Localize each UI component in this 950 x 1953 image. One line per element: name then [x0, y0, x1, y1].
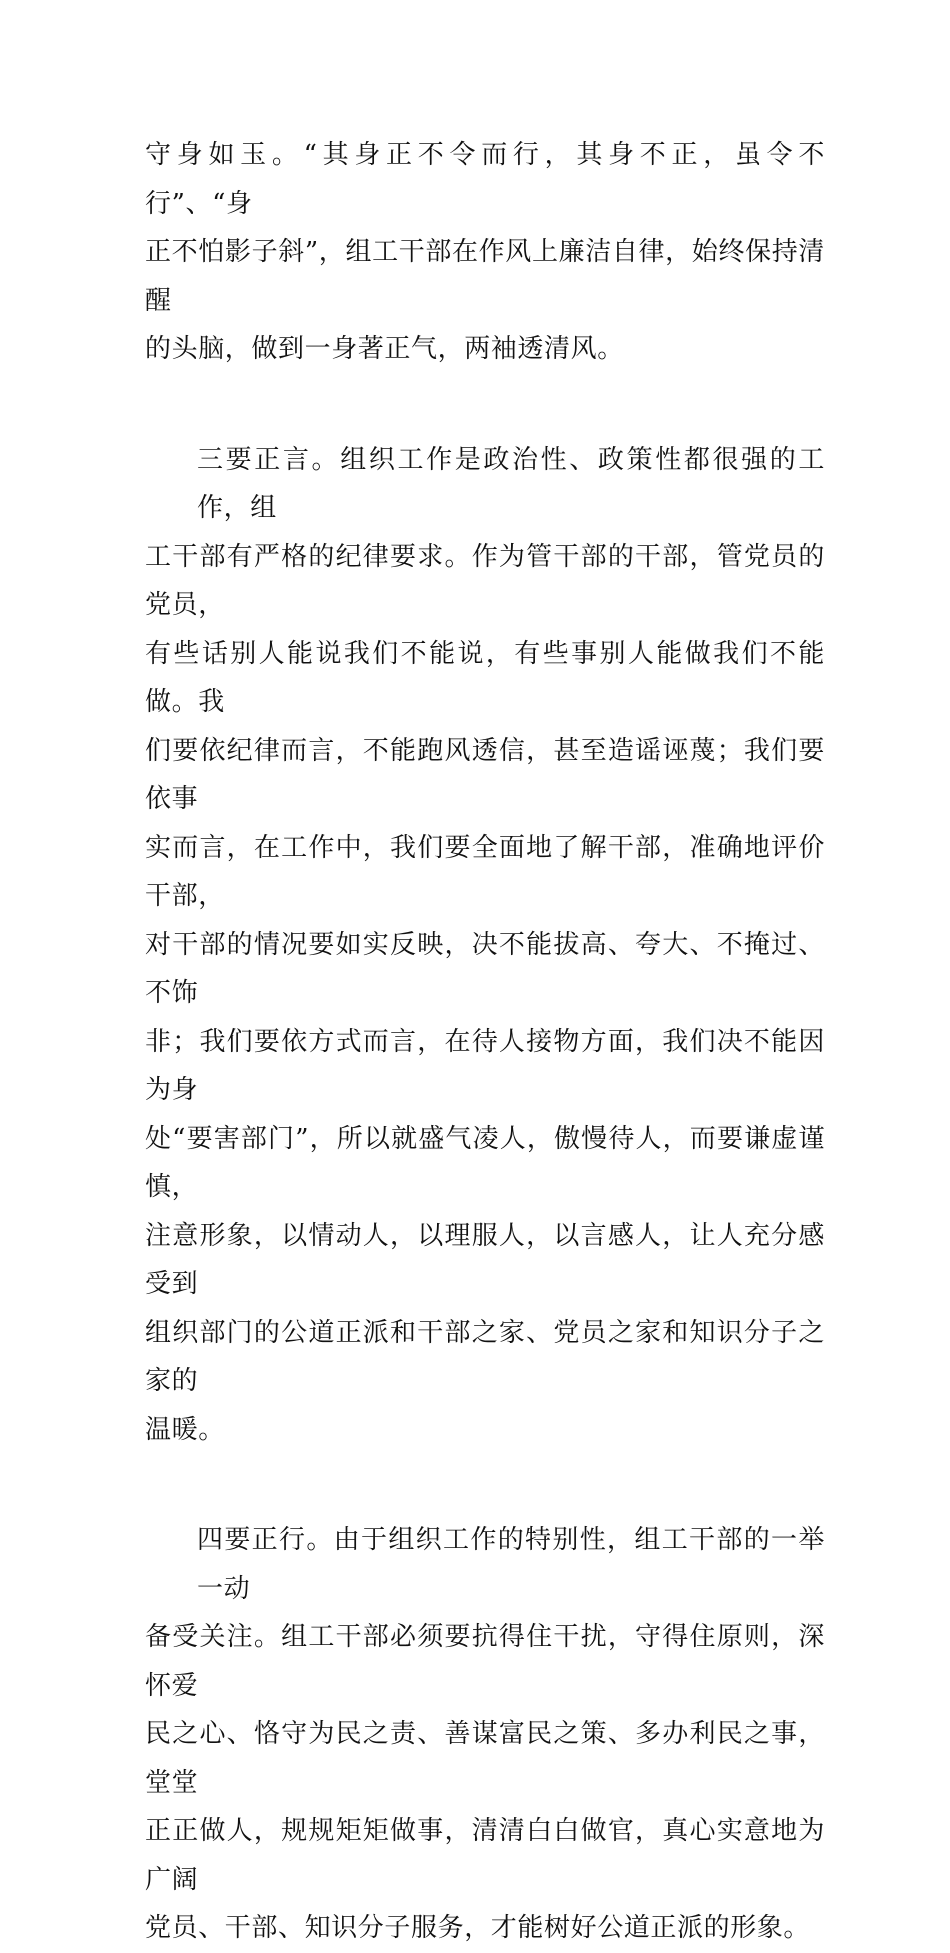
paragraph-gap [145, 1454, 825, 1516]
text-line: 组织部门的公道正派和干部之家、党员之家和知识分子之家的 [145, 1317, 825, 1396]
text-line: 守身如玉。“其身正不令而行，其身不正，虽令不行”、“身 [145, 140, 825, 219]
text-line: 实而言，在工作中，我们要全面地了解干部，准确地评价干部， [145, 832, 825, 911]
text-line: 处“要害部门”，所以就盛气凌人，傲慢待人，而要谦虚谨慎， [145, 1123, 825, 1202]
text-line: 的头脑，做到一身著正气，两袖透清风。 [145, 334, 624, 364]
text-line: 三要正言。组织工作是政治性、政策性都很强的工作，组 [197, 444, 825, 523]
text-line: 备受关注。组工干部必须要抗得住干扰，守得住原则，深怀爱 [145, 1622, 825, 1701]
text-line: 温暖。 [145, 1414, 225, 1445]
text-line: 们要依纪律而言，不能跑风透信，甚至造谣诬蔑；我们要依事 [145, 735, 825, 814]
text-line: 民之心、恪守为民之责、善谋富民之策、多办利民之事，堂堂 [145, 1719, 825, 1798]
text-line: 非；我们要依方式而言，在待人接物方面，我们决不能因为身 [145, 1026, 825, 1105]
paragraph-continuation [145, 131, 825, 374]
paragraph-zhengyan [145, 436, 825, 1455]
paragraph-zhengxing [145, 1516, 825, 1953]
text-line: 党员、干部、知识分子服务，才能树好公道正派的形象。 [145, 1913, 811, 1943]
text-line: 正不怕影子斜”，组工干部在作风上廉洁自律，始终保持清醒 [145, 237, 825, 316]
text-line: 对干部的情况要如实反映，决不能拔高、夸大、不掩过、不饰 [145, 929, 825, 1008]
paragraph-gap [145, 374, 825, 436]
document-body [145, 131, 825, 1953]
text-line: 四要正行。由于组织工作的特别性，组工干部的一举一动 [197, 1525, 825, 1604]
text-line: 正正做人，规规矩矩做事，清清白白做官，真心实意地为广阔 [145, 1816, 825, 1895]
text-line: 有些话别人能说我们不能说，有些事别人能做我们不能做。我 [145, 638, 825, 717]
text-line: 注意形象，以情动人，以理服人，以言感人，让人充分感受到 [145, 1220, 825, 1299]
text-line: 工干部有严格的纪律要求。作为管干部的干部，管党员的党员， [145, 541, 825, 620]
